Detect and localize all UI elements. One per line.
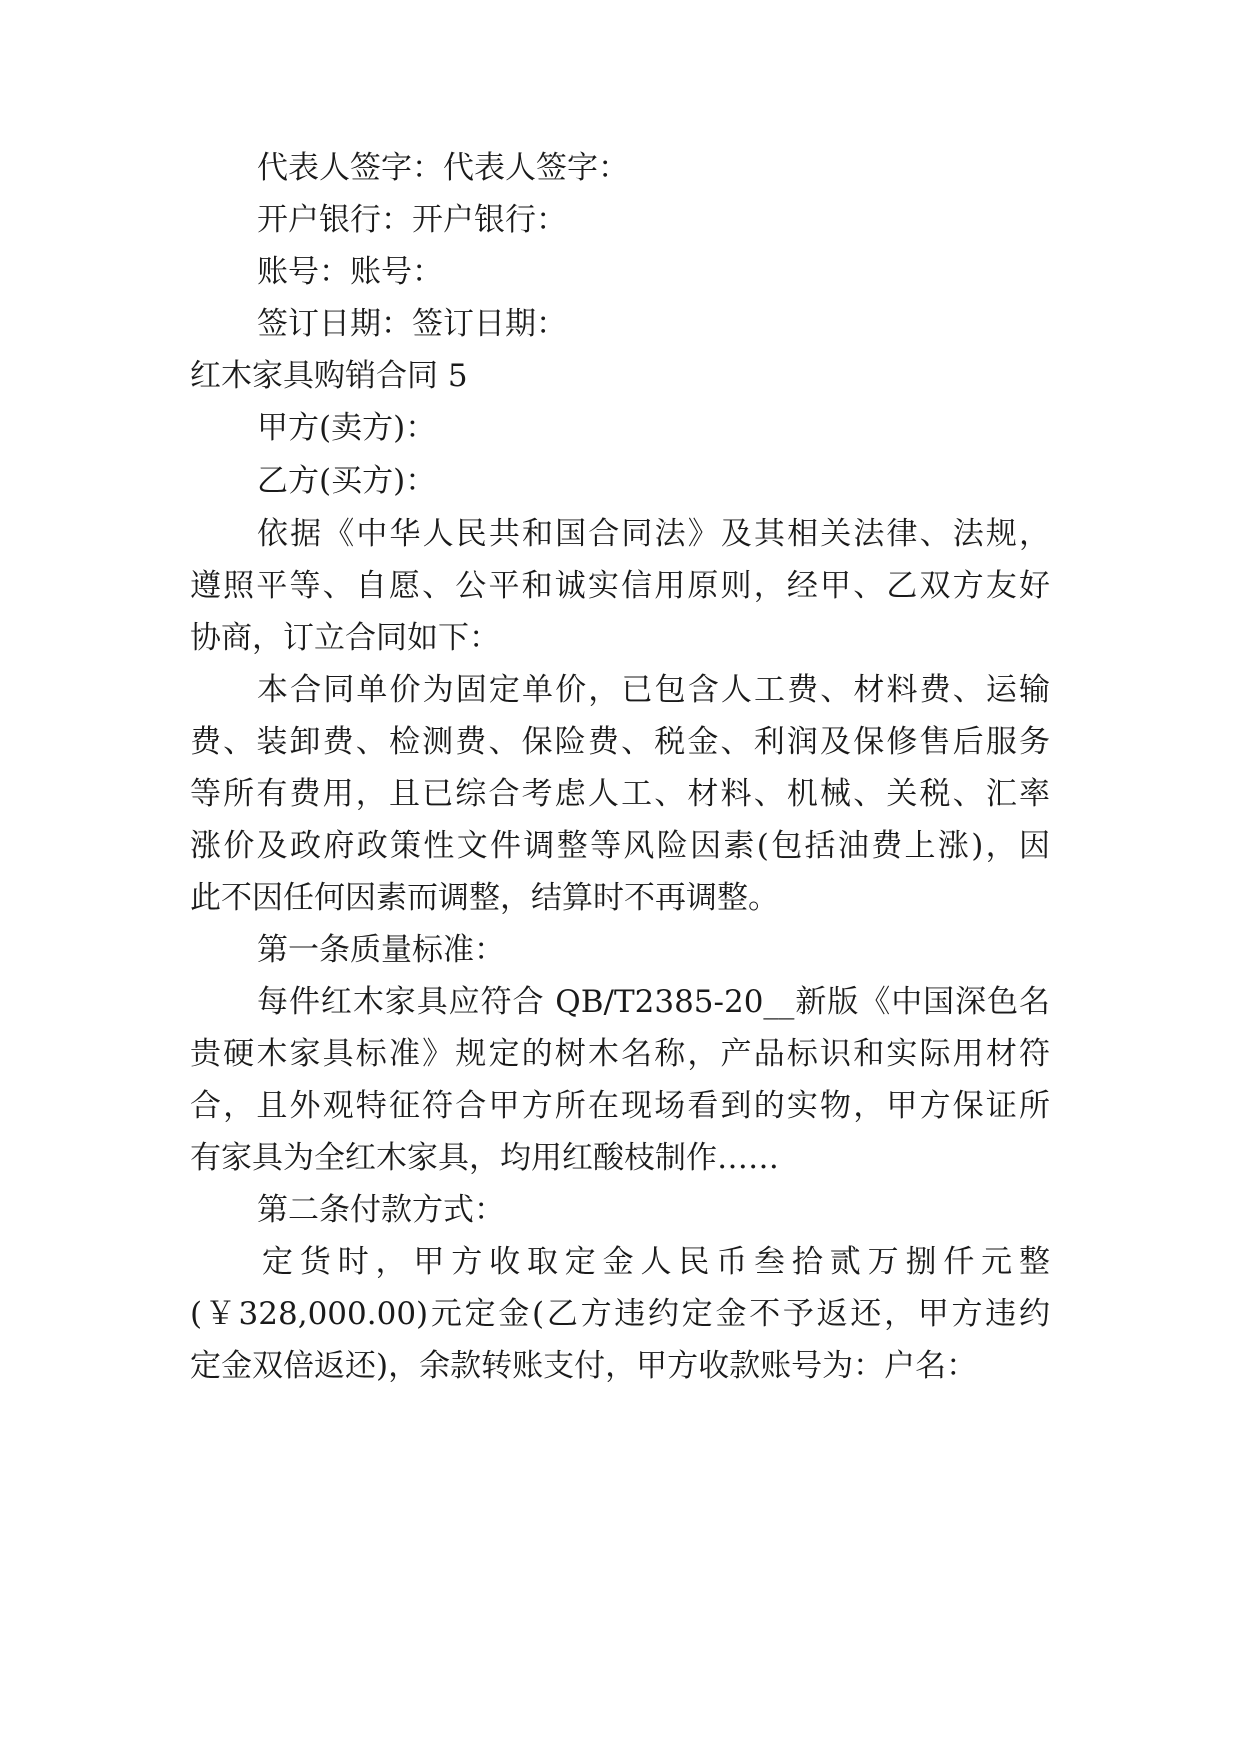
paragraph-line: 遵照平等、自愿、公平和诚实信用原则，经甲、乙双方友好 [190,568,1050,604]
paragraph-line: 定金双倍返还)，余款转账支付，甲方收款账号为：户名： [190,1348,978,1384]
section-heading: 第一条质量标准： [257,932,505,968]
party-b-line: 乙方(买方)： [257,463,437,499]
paragraph-line: 有家具为全红木家具，均用红酸枝制作…… [190,1140,779,1176]
contract-title: 红木家具购销合同 5 [190,358,468,394]
paragraph-line: 涨价及政府政策性文件调整等风险因素(包括油费上涨)，因 [190,828,1050,864]
paragraph-line: 此不因任何因素而调整，结算时不再调整。 [190,880,779,916]
account-line: 账号：账号： [257,254,443,290]
paragraph-line: 本合同单价为固定单价，已包含人工费、材料费、运输 [257,672,1050,708]
paragraph-line: 依据《中华人民共和国合同法》及其相关法律、法规， [257,516,1050,552]
paragraph-line: 合，且外观特征符合甲方所在现场看到的实物，甲方保证所 [190,1088,1050,1124]
paragraph-line: 每件红木家具应符合 QB/T2385-20__新版《中国深色名 [257,984,1050,1020]
signature-line: 代表人签字：代表人签字： [257,150,629,186]
section-heading: 第二条付款方式： [257,1192,505,1228]
party-a-line: 甲方(卖方)： [257,410,437,446]
paragraph-line: 费、装卸费、检测费、保险费、税金、利润及保修售后服务 [190,724,1050,760]
paragraph-line: 定货时，甲方收取定金人民币叁拾贰万捌仟元整 [262,1244,1050,1280]
paragraph-line: (￥328,000.00)元定金(乙方违约定金不予返还，甲方违约 [190,1296,1050,1332]
bank-line: 开户银行：开户银行： [257,202,567,238]
date-line: 签订日期：签订日期： [257,306,567,342]
paragraph-line: 协商，订立合同如下： [190,620,500,656]
paragraph-line: 贵硬木家具标准》规定的树木名称，产品标识和实际用材符 [190,1036,1050,1072]
paragraph-line: 等所有费用，且已综合考虑人工、材料、机械、关税、汇率 [190,776,1050,812]
